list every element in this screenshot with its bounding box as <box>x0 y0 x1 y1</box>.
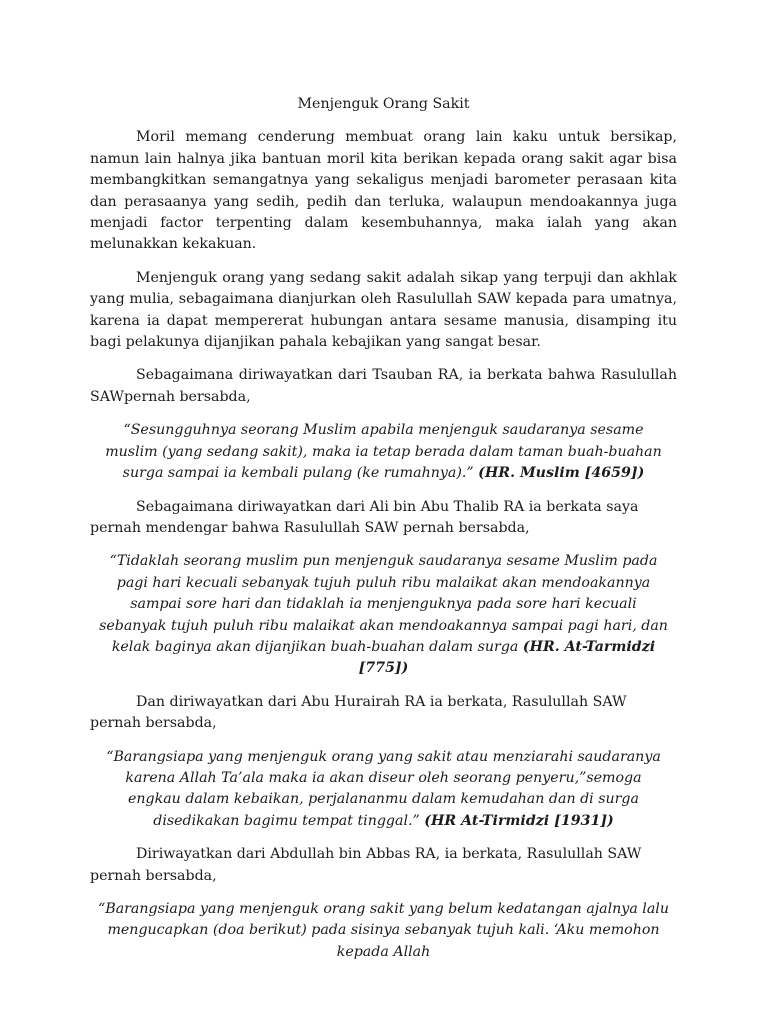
quote-text: “Barangsiapa yang menjenguk orang sakit yang belum kedatangan ajalnya lalu mengucapkan (doa berikut) pada sisinya sebanyak tujuh kali. ‘Aku memohon kepada Allah <box>98 901 669 960</box>
quote-text: “Sesungguhnya seorang Muslim apabila menjenguk saudaranya sesame muslim (yang sedang sakit), maka ia tetap berada dalam taman buah-buahan surga sampai ia kembali pulang (ke rumahnya).” <box>105 422 662 482</box>
quote-text: “Barangsiapa yang menjenguk orang yang sakit atau menziarahi saudaranya karena Allah Ta’ala maka ia akan diseur oleh seorang penyeru,”semoga engkau dalam kebaikan, perjalananmu dalam kemudahan dan di surga disedikakan bagimu tempat tinggal.” <box>106 748 661 829</box>
hadith-quote-1 <box>90 420 677 484</box>
paragraph-4: Sebagaimana diriwayatkan dari Ali bin Abu Thalib RA ia berkata saya pernah mendengar bahwa Rasulullah SAW pernah bersabda, <box>90 498 639 536</box>
quote-source: (HR. Muslim [4659]) <box>478 465 645 482</box>
paragraph-3: Sebagaimana diriwayatkan dari Tsauban RA, ia berkata bahwa Rasulullah SAWpernah bersabda, <box>90 367 677 405</box>
quote-text: “Tidaklah seorang muslim pun menjenguk saudaranya sesame Muslim pada pagi hari kecuali sebanyak tujuh puluh ribu malaikat akan mendoakannya sampai sore hari dan tidaklah ia menjenguknya pada sore hari kecuali sebanyak tujuh puluh ribu malaikat akan mendoakannya sampai pagi hari, dan kelak baginya akan dijanjikan buah-buahan dalam surga <box>99 553 668 655</box>
paragraph-6: Diriwayatkan dari Abdullah bin Abbas RA, ia berkata, Rasulullah SAW pernah bersabda, <box>90 846 642 884</box>
document-page <box>90 94 677 975</box>
paragraph-2: Menjenguk orang yang sedang sakit adalah sikap yang terpuji dan akhlak yang mulia, sebagaimana dianjurkan oleh Rasulullah SAW kepada para umatnya, karena ia dapat mempererat hubungan antara sesame manusia, disamping itu bagi pelakunya dijanjikan pahala kebajikan yang sangat besar. <box>90 269 677 351</box>
quote-source: (HR At-Tirmidzi [1931]) <box>424 812 614 829</box>
paragraph-1: Moril memang cenderung membuat orang lain kaku untuk bersikap, namun lain halnya jika bantuan moril kita berikan kepada orang sakit agar bisa membangkitkan semangatnya yang sekaligus menjadi barometer perasaan kita dan perasaanya yang sedih, pedih dan terluka, walaupun mendoakannya juga menjadi factor terpenting dalam kesembuhannya, maka ialah yang akan melunakkan kekakuan. <box>90 129 677 253</box>
quote-source: (HR. At-Tarmidzi [775]) <box>358 638 656 677</box>
hadith-quote-3 <box>90 747 677 833</box>
paragraph-5: Dan diriwayatkan dari Abu Hurairah RA ia berkata, Rasulullah SAW pernah bersabda, <box>90 693 627 732</box>
document-title: Menjenguk Orang Sakit <box>297 96 470 112</box>
hadith-quote-4 <box>90 899 677 963</box>
hadith-quote-2 <box>90 551 677 679</box>
